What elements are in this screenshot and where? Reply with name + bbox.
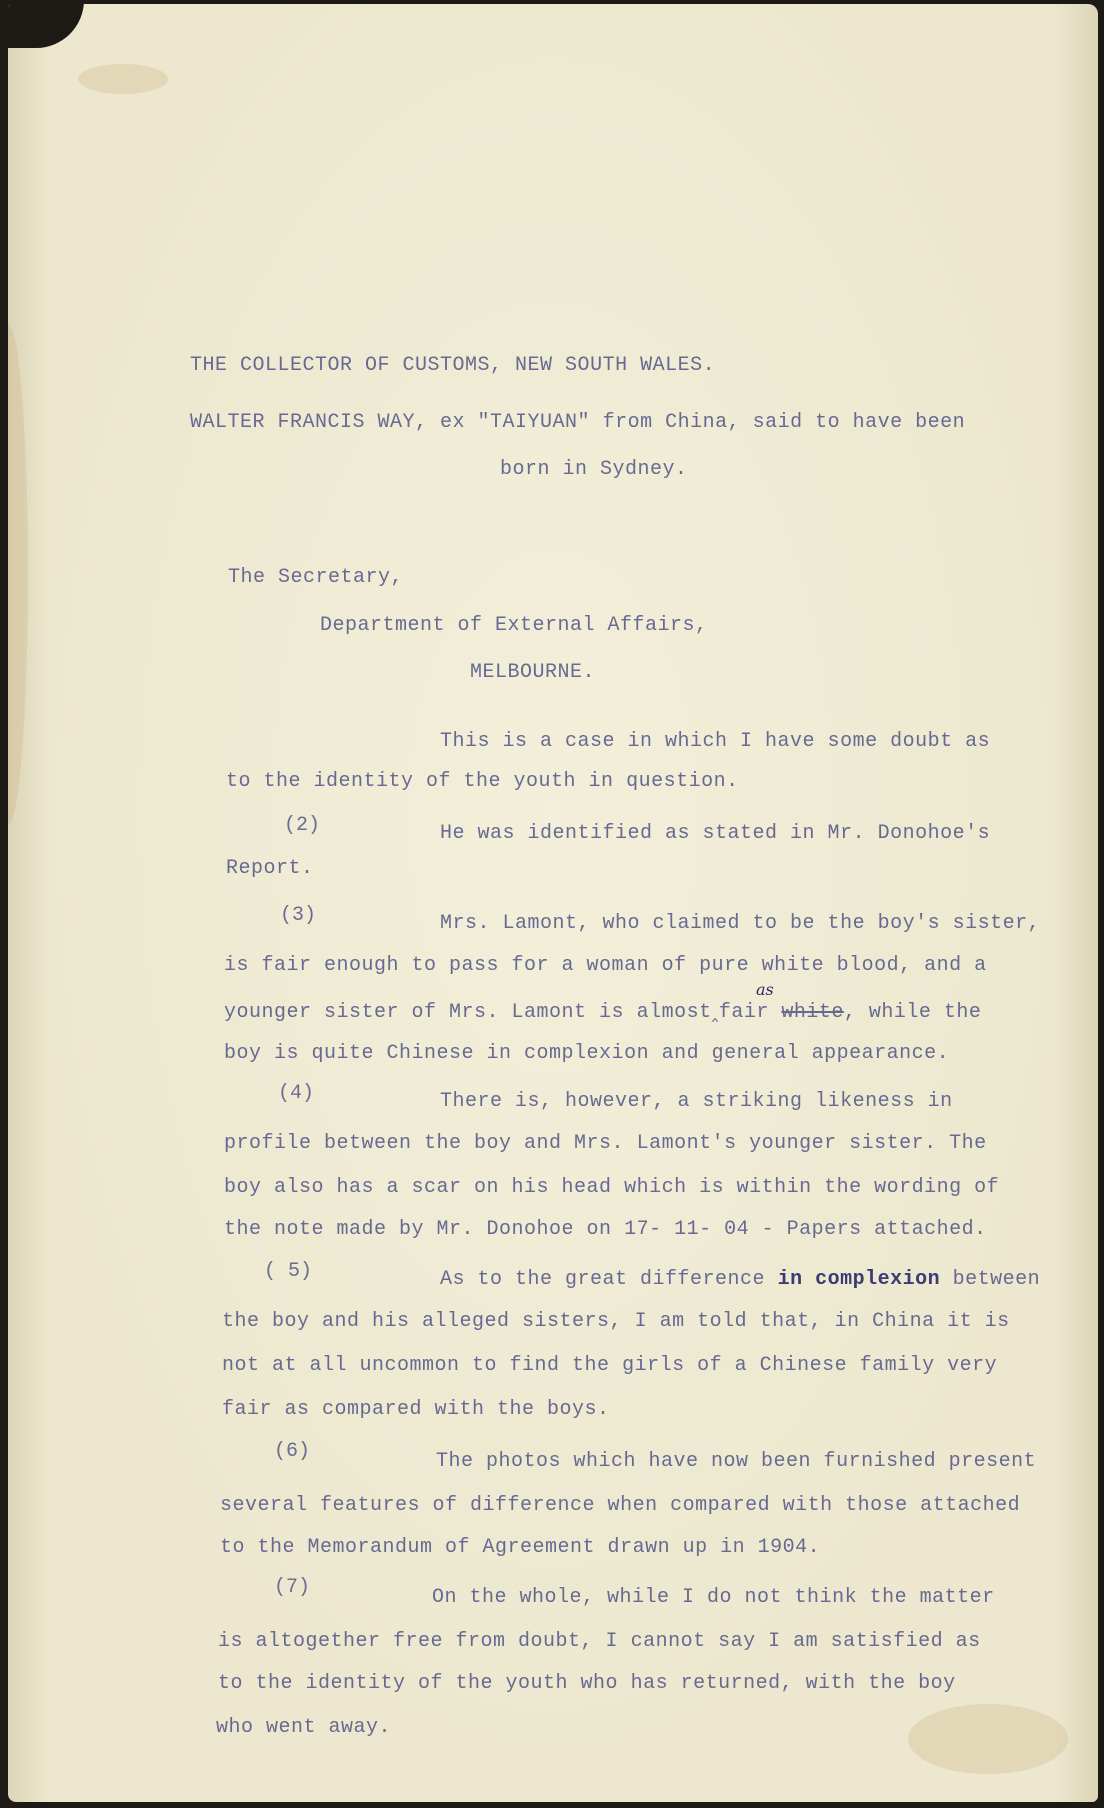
paragraph-4-number: (4) [278,1082,315,1105]
paragraph-7-line-1: On the whole, while I do not think the matter [432,1586,995,1609]
header-line-1: THE COLLECTOR OF CUSTOMS, NEW SOUTH WALES. [190,354,716,377]
handwritten-insertion: as [756,980,774,999]
address-line-2: Department of External Affairs, [320,614,708,637]
paragraph-5-line-1 [440,1268,1040,1291]
struck-word: white [781,1001,844,1024]
paragraph-3-line-3-part-a: younger sister of Mrs. Lamont is almost [224,1001,712,1024]
paragraph-3-line-3 [224,998,981,1024]
paragraph-1-line-2: to the identity of the youth in question. [226,770,739,793]
paragraph-2-line-2: Report. [226,857,314,880]
paragraph-2-number: (2) [284,814,321,837]
paragraph-6-line-2: several features of difference when compared with those attached [220,1494,1021,1517]
paragraph-3-line-4: boy is quite Chinese in complexion and general appearance. [224,1042,950,1065]
address-line-3: MELBOURNE. [470,661,596,684]
header-line-3: born in Sydney. [500,458,688,481]
insertion-caret: ‸ [711,1001,719,1024]
paragraph-5-line-1-part-c: between [952,1268,1041,1291]
paragraph-5-line-4: fair as compared with the boys. [222,1398,610,1421]
paper-stain [78,64,168,94]
paragraph-3-line-3-part-b: fair [718,1001,769,1024]
paragraph-3-line-1: Mrs. Lamont, who claimed to be the boy's sister, [440,912,1041,935]
paragraph-4-line-1: There is, however, a striking likeness in [440,1090,953,1113]
paragraph-7-line-3: to the identity of the youth who has returned, with the boy [218,1672,956,1695]
paragraph-5-line-1-part-a: As to the great difference [440,1268,766,1291]
paper-stain [8,324,28,824]
paragraph-1-line-1: This is a case in which I have some doubt as [440,730,991,753]
paragraph-6-line-1: The photos which have now been furnished present [436,1450,1037,1473]
document-page [8,4,1098,1802]
paragraph-2-line-1: He was identified as stated in Mr. Donohoe's [440,822,991,845]
paragraph-7-number: (7) [274,1576,311,1599]
paragraph-7-line-2: is altogether free from doubt, I cannot say I am satisfied as [218,1630,981,1653]
address-line-1: The Secretary, [228,566,404,589]
paragraph-7-line-4: who went away. [216,1716,392,1739]
paragraph-3-number: (3) [280,904,317,927]
paper-stain [908,1704,1068,1774]
paragraph-5-number: ( 5) [264,1260,313,1283]
paragraph-3-line-3-part-c: , while the [843,1001,982,1024]
paragraph-6-line-3: to the Memorandum of Agreement drawn up in 1904. [220,1536,821,1559]
paragraph-4-line-4: the note made by Mr. Donohoe on 17- 11- 04 - Papers attached. [224,1218,987,1241]
paragraph-4-line-2: profile between the boy and Mrs. Lamont's younger sister. The [224,1132,987,1155]
paragraph-5-line-2: the boy and his alleged sisters, I am told that, in China it is [222,1310,1010,1333]
paragraph-6-number: (6) [274,1440,311,1463]
torn-corner [8,4,84,48]
paragraph-5-line-3: not at all uncommon to find the girls of a Chinese family very [222,1354,998,1377]
paragraph-4-line-3: boy also has a scar on his head which is within the wording of [224,1176,1000,1199]
emphasized-phrase: in complexion [777,1268,941,1291]
header-line-2: WALTER FRANCIS WAY, ex "TAIYUAN" from China, said to have been [190,411,966,434]
paragraph-3-line-2: is fair enough to pass for a woman of pure white blood, and a [224,954,987,977]
